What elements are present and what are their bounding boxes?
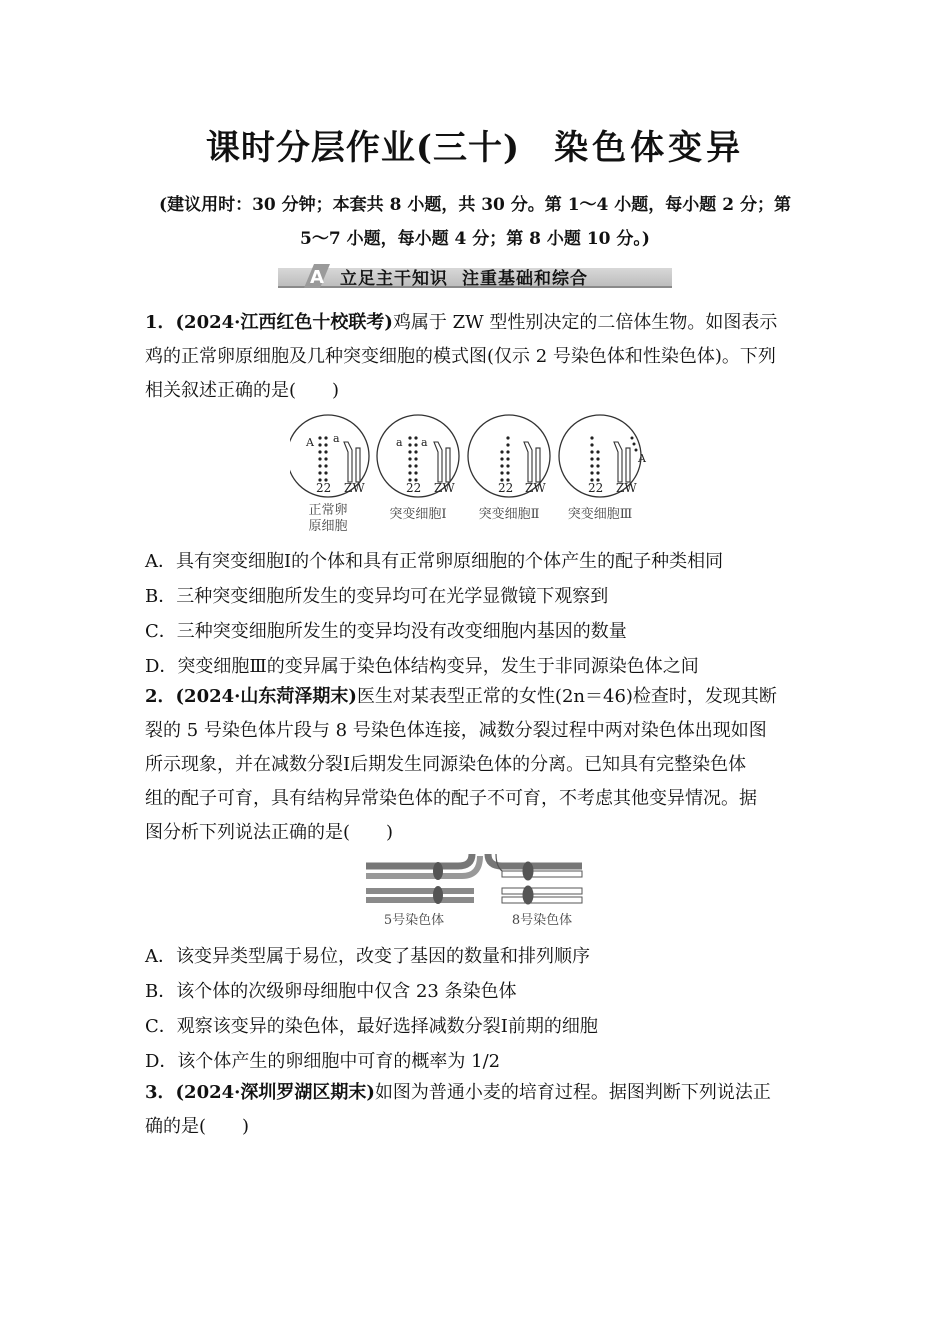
svg-text:A: A [306,436,314,449]
caption-mutant-1: 突变细胞Ⅰ [389,507,447,522]
svg-text:A: A [310,267,324,288]
svg-text:ZW: ZW [616,481,637,495]
q2-figure-chromosomes [362,852,590,932]
time-note-line2: 5～7 小题，每小题 4 分；第 8 小题 10 分。) [300,229,650,249]
svg-text:a: a [396,436,403,449]
cell-normal-chromosomes [305,432,365,495]
caption-mutant-3: 突变细胞Ⅲ [567,507,633,522]
q2-line1 [145,680,815,714]
svg-text:ZW: ZW [525,481,546,495]
q1-option-c[interactable]: C．三种突变细胞所发生的变异均没有改变细胞内基因的数量 [145,621,627,642]
q2-line5: 图分析下列说法正确的是( ) [145,822,394,843]
q3-source: (2024·深圳罗湖区期末) [175,1082,375,1103]
q2-option-a[interactable]: A．该变异类型属于易位，改变了基因的数量和排列顺序 [145,946,590,967]
svg-text:a: a [421,436,428,449]
label-chromosome-5: 5号染色体 [383,913,445,928]
caption-normal-2: 原细胞 [308,519,348,534]
svg-text:ZW: ZW [344,481,365,495]
q1-line1 [145,306,815,340]
svg-text:a: a [333,432,340,445]
q2-line4: 组的配子可育，具有结构异常染色体的配子不可育，不考虑其他变异情况。据 [145,788,757,809]
svg-text:22: 22 [316,481,332,495]
page-title [0,120,950,169]
section-label-2: 注重基础和综合 [462,269,588,289]
caption-mutant-2: 突变细胞Ⅱ [478,507,540,522]
section-label [340,264,588,289]
label-chromosome-8: 8号染色体 [511,913,573,928]
q3-line2: 确的是( ) [145,1116,250,1137]
svg-text:22: 22 [406,481,422,495]
q1-text1: 鸡属于 ZW 型性别决定的二倍体生物。如图表示 [392,312,778,333]
q1-source: (2024·江西红色十校联考) [175,312,393,333]
svg-text:22: 22 [498,481,514,495]
title-topic: 染色体变异 [554,128,745,168]
q2-num: 2． [145,686,176,707]
chromosome-5-pair [366,854,480,904]
q1-option-b[interactable]: B．三种突变细胞所发生的变异均可在光学显微镜下观察到 [145,586,609,607]
q3-text1: 如图为普通小麦的培育过程。据图判断下列说法正 [374,1082,771,1103]
q2-line3: 所示现象，并在减数分裂Ⅰ后期发生同源染色体的分离。已知具有完整染色体 [145,754,747,775]
q2-option-d[interactable]: D．该个体产生的卵细胞中可育的概率为 1/2 [145,1051,501,1072]
cell-mutant-3-chromosomes [588,436,647,495]
q2-option-c[interactable]: C．观察该变异的染色体，最好选择减数分裂Ⅰ前期的细胞 [145,1016,598,1037]
q2-line2: 裂的 5 号染色体片段与 8 号染色体连接，减数分裂过程中两对染色体出现如图 [145,720,767,741]
cell-mutant-1-chromosomes [396,436,455,495]
title-main: 课时分层作业(三十) [205,128,521,168]
svg-text:A: A [638,452,646,465]
q1-line3: 相关叙述正确的是( ) [145,380,340,401]
q2-option-b[interactable]: B．该个体的次级卵母细胞中仅含 23 条染色体 [145,981,517,1002]
svg-text:22: 22 [588,481,604,495]
q1-option-a[interactable]: A．具有突变细胞Ⅰ的个体和具有正常卵原细胞的个体产生的配子种类相同 [145,551,724,572]
svg-text:ZW: ZW [434,481,455,495]
q3-line1 [145,1076,815,1110]
time-note-line1: (建议用时：30 分钟；本套共 8 小题，共 30 分。第 1～4 小题，每小题 2 分；第 [159,195,791,215]
caption-normal-1: 正常卵 [308,503,348,518]
q1-figure-cells [290,412,670,538]
q1-line2: 鸡的正常卵原细胞及几种突变细胞的模式图(仅示 2 号染色体和性染色体)。下列 [145,346,776,367]
q1-option-d[interactable]: D．突变细胞Ⅲ的变异属于染色体结构变异，发生于非同源染色体之间 [145,656,699,677]
q2-text1: 医生对某表型正常的女性(2n＝46)检查时，发现其断 [356,686,777,707]
q2-source: (2024·山东菏泽期末) [175,686,357,707]
cell-mutant-2-chromosomes [498,436,546,495]
section-label-1: 立足主干知识 [340,269,448,289]
q3-num: 3． [145,1082,176,1103]
q1-num: 1． [145,312,176,333]
section-letter-icon [300,262,334,290]
section-banner [278,262,672,290]
chromosome-8-pair [488,854,582,904]
